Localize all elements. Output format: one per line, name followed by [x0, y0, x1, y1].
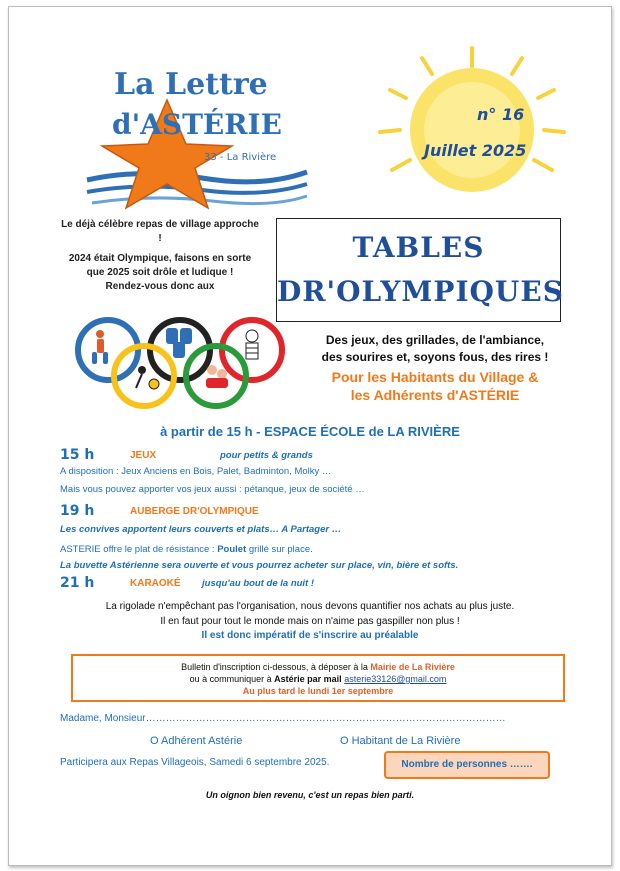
auberge-line2	[60, 544, 580, 555]
inscription-line1	[73, 662, 563, 672]
audience-line1: Pour les Habitants du Village &	[331, 369, 539, 385]
note-karaoke: jusqu'au bout de la nuit !	[202, 578, 315, 589]
logo-line1: La Lettre	[114, 67, 268, 102]
hour-19: 19 h	[60, 503, 95, 519]
notice-line3: Il est donc impératif de s'inscrire au préalable	[201, 630, 419, 641]
inscription-b1: ou à communiquer à	[189, 674, 275, 684]
asterie-logo	[82, 60, 312, 215]
auberge-line2-c: grillé sur place.	[246, 544, 313, 555]
intro-text	[60, 218, 260, 300]
title-line2: DR'OLYMPIQUES	[277, 275, 564, 308]
auberge-line2-a: ASTERIE offre le plat de résistance :	[60, 544, 218, 555]
people-count-field[interactable]: Nombre de personnes …….	[384, 751, 550, 779]
schedule-21h	[60, 574, 580, 592]
inscription-a1: Bulletin d'inscription ci-dessous, à déposer à la	[181, 662, 371, 672]
hour-21: 21 h	[60, 575, 95, 591]
sun-badge	[372, 40, 572, 200]
option-adherent[interactable]: O Adhérent Astérie	[150, 735, 243, 747]
issue-date: Juillet 2025	[424, 141, 527, 160]
inscription-b2: Astérie par mail	[274, 674, 342, 684]
audience	[300, 368, 570, 404]
tagline	[300, 332, 570, 366]
title-box	[276, 218, 564, 322]
event-time-place: à partir de 15 h - ESPACE ÉCOLE de LA RIVIÈRE	[160, 424, 460, 439]
intro-p3: Rendez-vous donc aux	[105, 281, 215, 292]
mime-icon	[246, 330, 258, 359]
inscription-line2	[73, 674, 563, 684]
tagline-line1: Des jeux, des grillades, de l'ambiance,	[325, 333, 545, 347]
logo-line2: d'ASTÉRIE	[112, 108, 282, 141]
auberge-line3: La buvette Astérienne sera ouverte et vous pourrez acheter sur place, vin, bière et softs.	[60, 560, 459, 571]
auberge-line1: Les convives apportent leurs couverts et plats… A Partager …	[60, 524, 342, 535]
jeux-line2: Mais vous pouvez apporter vos jeux aussi : pétanque, jeux de société …	[60, 484, 365, 495]
intro-p2: 2024 était Olympique, faisons en sorte que 2025 soit drôle et ludique !	[68, 253, 252, 278]
option-habitant[interactable]: O Habitant de La Rivière	[340, 735, 461, 747]
issue-number: n° 16	[477, 105, 525, 124]
jeux-line1: A disposition : Jeux Anciens en Bois, Palet, Badminton, Molky …	[60, 466, 332, 477]
note-jeux: pour petits & grands	[220, 450, 313, 461]
notice-line2: Il en faut pour tout le monde mais on n'aime pas gaspiller non plus !	[160, 616, 460, 627]
email-link[interactable]: asterie33126@gmail.com	[344, 674, 447, 684]
notice-line1: La rigolade n'empêchant pas l'organisation, nous devons quantifier nos achats au plus juste.	[105, 601, 515, 612]
logo-place: 33 - La Rivière	[204, 152, 277, 163]
label-karaoke: KARAOKÉ	[130, 578, 181, 589]
participation-line: Participera aux Repas Villageois, Samedi 6 septembre 2025.	[60, 757, 330, 768]
title-line1: TABLES	[352, 231, 485, 264]
auberge-line2-b: Poulet	[217, 544, 247, 555]
label-auberge: AUBERGE DR'OLYMPIQUE	[130, 506, 259, 517]
tagline-line2: des sourires et, soyons fous, des rires !	[321, 350, 549, 364]
schedule-19h	[60, 502, 580, 520]
name-field[interactable]: Madame, Monsieur………………………………………………………………………………………………	[60, 713, 506, 724]
runner-icon	[92, 330, 108, 364]
mairie-label: Mairie de La Rivière	[370, 662, 455, 672]
audience-line2: les Adhérents d'ASTÉRIE	[350, 387, 520, 403]
label-jeux: JEUX	[130, 450, 157, 461]
intro-p1: Le déjà célèbre repas de village approche !	[61, 219, 259, 244]
hour-15: 15 h	[60, 447, 95, 463]
schedule-15h	[60, 446, 580, 464]
barrels-icon	[166, 328, 192, 358]
inscription-deadline: Au plus tard le lundi 1er septembre	[242, 686, 394, 696]
closing-proverb: Un oignon bien revenu, c'est un repas bien parti.	[205, 790, 415, 800]
olympic-rings-illustration	[70, 312, 290, 412]
inscription-box	[71, 654, 565, 702]
